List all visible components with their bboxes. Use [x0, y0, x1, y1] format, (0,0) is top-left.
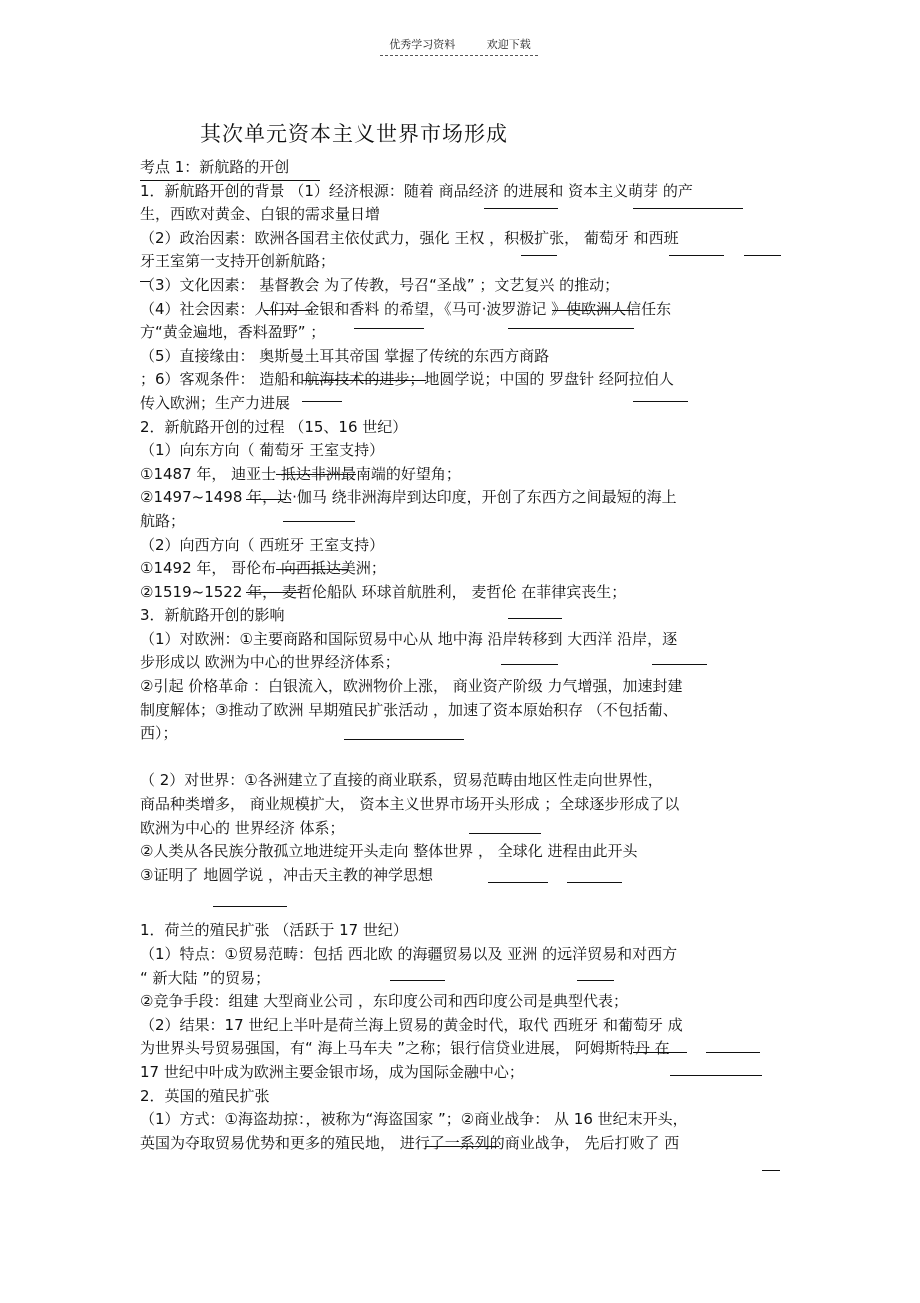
text-line: 航路；: [140, 511, 186, 530]
blank-underline: [488, 882, 548, 883]
text-line: 步形成以 欧洲为中心的世界经济体系；: [140, 653, 400, 672]
text-line: 17 世纪中叶成为欧洲主要金银市场，成为国际金融中心；: [140, 1062, 524, 1081]
blank-underline: [344, 739, 464, 740]
text-line: （3）文化因素： 基督教会 为了传教，号召“圣战” ；文艺复兴 的推动；: [140, 275, 620, 294]
document-body: [140, 156, 790, 1155]
text-line: ②1519~1522 年， 麦哲伦船队 环球首航胜利， 麦哲伦 在菲律宾丧生；: [140, 582, 627, 601]
text-line: ①1492 年， 哥伦布 向西抵达美洲；: [140, 559, 386, 578]
text-line: （2）政治因素：欧洲各国君主依仗武力，强化 王权 ，积极扩张， 葡萄牙 和西班: [140, 228, 679, 247]
strike-mark: [552, 310, 634, 311]
text-line: 生，西欧对黄金、白银的需求量日增: [140, 205, 381, 224]
blank-underline: [140, 180, 320, 181]
text-line: （1）特点：①贸易范畴：包括 西北欧 的海疆贸易以及 亚洲 的远洋贸易和对西方: [140, 945, 678, 963]
blank-underline: [283, 521, 355, 522]
text-line: ①1487 年， 迪亚士 抵达非洲最南端的好望角；: [140, 464, 461, 483]
blank-underline: [567, 882, 622, 883]
text-line: ③证明了 地圆学说 ，冲击天主教的神学思想: [140, 865, 433, 884]
text-line: ②1497~1498 年，达·伽马 绕非洲海岸到达印度，开创了东西方之间最短的海上: [140, 488, 677, 507]
strike-mark: [276, 569, 348, 570]
strike-mark: [246, 592, 302, 593]
blank-underline: [577, 980, 614, 981]
text-line: （ 2）对世界：①各洲建立了直接的商业联系，贸易范畴由地区性走向世界性，: [140, 771, 663, 790]
strike-mark: [264, 310, 312, 311]
text-line: ②人类从各民族分散孤立地进绽开头走向 整体世界 ， 全球化 进程由此开头: [140, 842, 638, 861]
text-line: 1．荷兰的殖民扩张 （活跃于 17 世纪）: [140, 921, 408, 940]
blank-line: [140, 746, 790, 770]
text-line: ；6）客观条件： 造船和航海技术的进步；地圆学说；中国的 罗盘针 经阿拉伯人: [140, 370, 674, 389]
text-line: 方“黄金遍地，香料盈野” ；: [140, 323, 326, 342]
text-line: 制度解体；③推动了欧洲 早期殖民扩张活动 ，加速了资本原始积存 （不包括葡、: [140, 700, 678, 719]
blank-underline: [670, 1075, 762, 1076]
text-line: 英国为夺取贸易优势和更多的殖民地， 进行了一系列的商业战争， 先后打败了 西: [140, 1133, 680, 1152]
text-line: 欧洲为中心的 世界经济 体系；: [140, 818, 345, 837]
blank-underline: [213, 906, 287, 907]
text-line: 考点 1：新航路的开创: [140, 158, 290, 176]
text-line: （2）向西方向（ 西班牙 王室支持）: [140, 535, 385, 554]
blank-underline: [706, 1052, 760, 1053]
blank-underline: [484, 208, 558, 209]
blank-underline: [390, 980, 445, 981]
blank-underline: [652, 664, 707, 665]
blank-underline: [140, 281, 150, 282]
strike-mark: [246, 499, 286, 500]
text-line: 2．英国的殖民扩张: [140, 1086, 270, 1105]
text-line: 传入欧洲；生产力进展: [140, 393, 291, 412]
strike-mark: [276, 474, 356, 475]
text-line: （1）向东方向（ 葡萄牙 王室支持）: [140, 441, 385, 460]
blank-underline: [762, 1170, 780, 1171]
text-line: ②引起 价格革命 ：白银流入，欧洲物价上涨， 商业资产阶级 力气增强，加速封建: [140, 677, 683, 696]
blank-underline: [508, 328, 634, 329]
text-line: 为世界头号贸易强国，有“ 海上马车夫 ”之称；银行信贷业进展， 阿姆斯特丹 在: [140, 1039, 670, 1058]
blank-underline: [669, 255, 724, 256]
blank-underline: [469, 833, 541, 834]
blank-line: [140, 887, 790, 919]
blank-underline: [508, 618, 562, 619]
document-title: 其次单元资本主义世界市场形成: [200, 122, 508, 146]
blank-underline: [425, 1146, 499, 1147]
text-line: （2）结果：17 世纪上半叶是荷兰海上贸易的黄金时代，取代 西班牙 和葡萄牙 成: [140, 1015, 683, 1034]
text-line: （1）对欧洲：①主要商路和国际贸易中心从 地中海 沿岸转移到 大西洋 沿岸，逐: [140, 629, 678, 648]
blank-underline: [633, 208, 743, 209]
strike-mark: [302, 380, 426, 381]
text-line: 牙王室第一支持开创新航路；: [140, 252, 336, 271]
blank-underline: [501, 664, 558, 665]
text-line: 3．新航路开创的影响: [140, 606, 285, 625]
blank-underline: [744, 255, 781, 256]
header-divider: [380, 55, 538, 56]
text-line: 商品种类增多， 商业规模扩大， 资本主义世界市场开头形成 ；全球逐步形成了以: [140, 795, 680, 814]
text-line: 1．新航路开创的背景 （1）经济根源：随着 商品经济 的进展和 资本主义萌芽 的产: [140, 181, 693, 200]
blank-underline: [354, 328, 424, 329]
blank-underline: [633, 1052, 687, 1053]
page-header: [0, 36, 920, 52]
header-right-text: 欢迎下载: [486, 38, 531, 51]
blank-underline: [633, 401, 688, 402]
text-line: 西）；: [140, 724, 178, 743]
text-line: （4）社会因素：人们对 金银和香料 的希望，《马可·波罗游记 》使欧洲人信任东: [140, 299, 672, 318]
text-line: ②竞争手段：组建 大型商业公司 ，东印度公司和西印度公司是典型代表；: [140, 992, 628, 1011]
blank-underline: [302, 401, 342, 402]
text-line: “ 新大陆 ”的贸易；: [140, 968, 271, 987]
text-line: （5）直接缘由： 奥斯曼土耳其帝国 掌握了传统的东西方商路: [140, 346, 550, 365]
text-line: （1）方式：①海盗劫掠：，被称为“海盗国家 ”；②商业战争： 从 16 世纪末开头，: [140, 1110, 688, 1129]
blank-underline: [521, 255, 557, 256]
text-line: 2．新航路开创的过程 （15、16 世纪）: [140, 417, 408, 436]
header-left-text: 优秀学习资料: [389, 38, 456, 51]
